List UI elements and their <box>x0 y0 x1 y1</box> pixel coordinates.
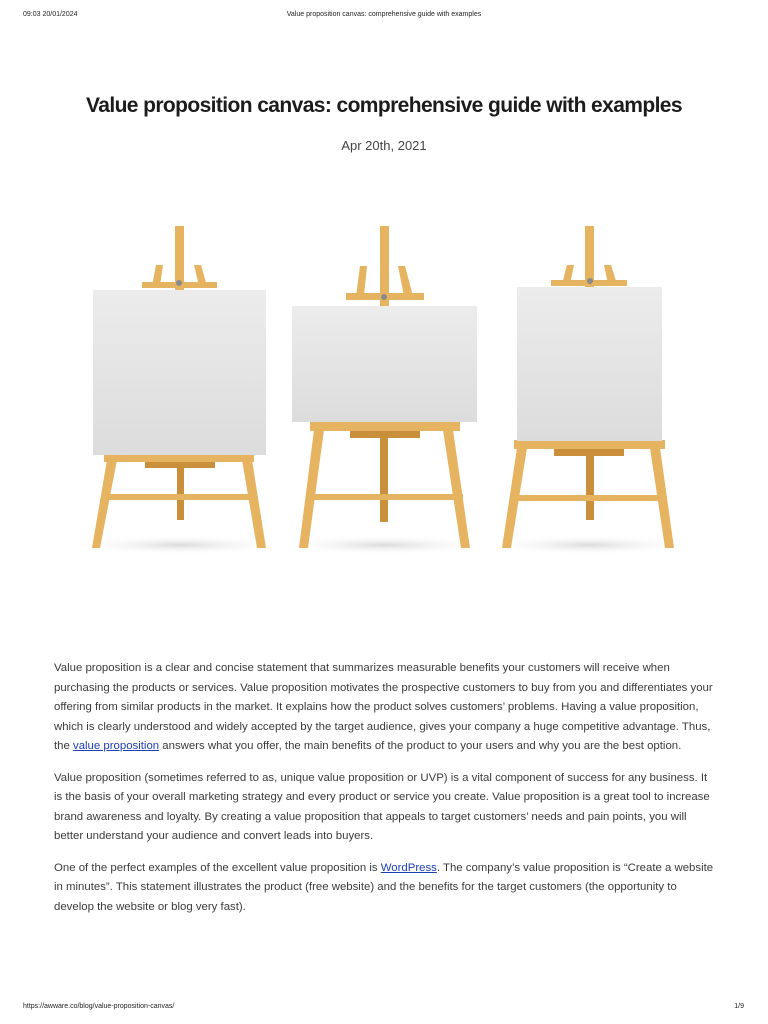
paragraph-text: One of the perfect examples of the excellent value proposition is <box>54 861 381 874</box>
paragraph-wordpress-example <box>54 859 714 918</box>
easel-center <box>274 226 494 555</box>
hero-image-easels <box>70 218 698 563</box>
print-url: https://awware.co/blog/value-proposition-canvas/ <box>23 1003 175 1010</box>
paragraph-text: answers what you offer, the main benefits of the product to your users and why you are the best option. <box>159 740 682 752</box>
wordpress-link[interactable]: WordPress <box>380 861 437 874</box>
article-title: Value proposition canvas: comprehensive guide with examples <box>86 94 682 117</box>
value-proposition-link[interactable]: value proposition <box>73 740 160 752</box>
page-number: 1/9 <box>734 1003 744 1010</box>
easel-right <box>485 226 695 555</box>
paragraph-uvp: Value proposition (sometimes referred to as, unique value proposition or UVP) is a vital component of success for any business. It is the basis of your overall marketing strategy and every product or service you create. Value proposition is a great tool to increase brand awareness and loyalty. By creating a value proposition that appeals to target customers’ needs and pain points, you will better understand your audience and convert leads into buyers. <box>54 771 710 842</box>
paragraph-text: Value proposition is a clear and concise statement that summarizes measurable benefits your customers will receive when purchasing the products or services. Value proposition motivates the prospective customers to buy from you and differentiates your offering from similar products in the market. It explains how the product solves customers’ problems. Having a value proposition, which is clearly understood and widely accepted by the target audience, gives your company a huge competitive advantage. Thus, the <box>54 662 713 752</box>
paragraph-text: . The company’s value proposition is “Create a website in minutes”. This statement illustrates the product (free website) and the benefits for the target customers (the opportunity to develop the website or blog very fast). <box>54 861 714 913</box>
print-timestamp: 09:03 20/01/2024 <box>23 11 78 18</box>
easel-left <box>70 226 290 555</box>
print-footer <box>0 1003 768 1015</box>
print-header <box>0 11 768 23</box>
article-date: Apr 20th, 2021 <box>341 138 427 153</box>
print-document-title: Value proposition canvas: comprehensive guide with examples <box>286 11 482 18</box>
article-body <box>54 659 714 929</box>
paragraph-intro <box>54 659 714 757</box>
